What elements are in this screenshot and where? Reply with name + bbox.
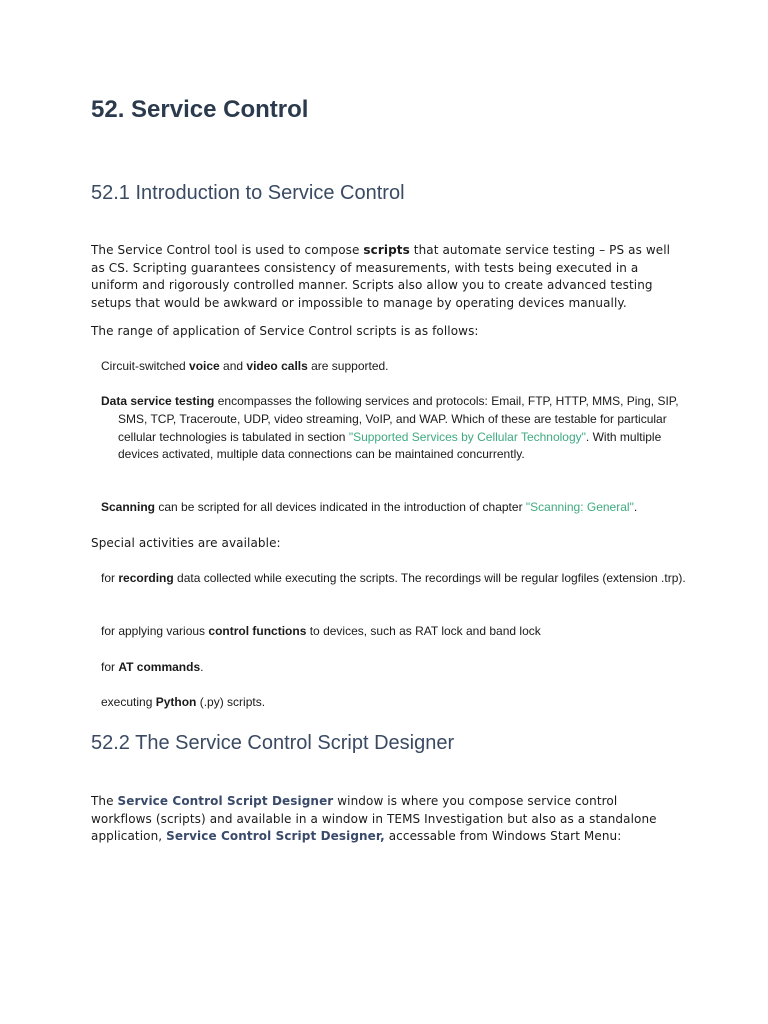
item-text: (.py) scripts. — [196, 695, 266, 709]
list-item-at-commands — [101, 659, 688, 677]
designer-text-3: accessable from Windows Start Menu: — [384, 829, 622, 843]
item-bold: Scanning — [101, 500, 156, 514]
item-text: executing — [101, 695, 156, 709]
special-intro-paragraph: Special activities are available: — [91, 536, 281, 550]
item-text: . — [633, 500, 638, 514]
link-scanning-general[interactable]: "Scanning: General" — [525, 500, 634, 514]
item-bold: control functions — [208, 624, 307, 638]
list-item-python — [101, 694, 688, 712]
item-bold: recording — [118, 571, 174, 585]
ui-term-script-designer: Service Control Script Designer — [117, 794, 334, 808]
item-bold: Data service testing — [101, 394, 215, 408]
intro-paragraph — [91, 242, 676, 312]
intro-text-2: that automate service testing – PS as well as CS. Scripting guarantees consistency of measurements, with tests being executed in a uniform and rigorously controlled manner. Scripts also allow you to create advanced testing setups that would be awkward or impossible to manage by operating devices manually. — [91, 243, 671, 310]
intro-bold-scripts: scripts — [363, 243, 410, 257]
item-text: for — [101, 660, 119, 674]
link-supported-services[interactable]: "Supported Services by Cellular Technology" — [348, 429, 586, 444]
item-text: can be scripted for all devices indicated in the introduction of chapter — [155, 500, 526, 514]
section-heading-script-designer: 52.2 The Service Control Script Designer — [91, 732, 455, 754]
item-bold: voice — [189, 359, 220, 373]
ui-term-script-designer-app: Service Control Script Designer, — [166, 829, 385, 843]
item-text: . With multiple devices activated, multiple data connections can be maintained concurrently. — [118, 429, 662, 462]
intro-text-1: The Service Control tool is used to compose — [91, 243, 364, 257]
item-bold: AT commands — [118, 660, 201, 674]
designer-text-1: The — [91, 794, 118, 808]
item-text: data collected while executing the scripts. The recordings will be regular logfiles (extension .trp). — [173, 571, 686, 585]
list-item-scanning — [101, 499, 688, 517]
item-text: and — [219, 359, 247, 373]
list-item-data-service — [101, 393, 688, 464]
range-intro-paragraph: The range of application of Service Control scripts is as follows: — [91, 324, 479, 338]
designer-text-2: window is where you compose service control workflows (scripts) and available in a window in TEMS Investigation but also as a standalone application, — [91, 794, 657, 843]
list-item-control-functions — [101, 623, 688, 641]
chapter-title: 52. Service Control — [91, 96, 309, 123]
item-text: to devices, such as RAT lock and band lock — [306, 624, 541, 638]
item-text: Circuit-switched — [101, 359, 190, 373]
item-text: for applying various — [101, 624, 209, 638]
item-bold: Python — [155, 695, 197, 709]
item-text: encompasses the following services and protocols: Email, FTP, HTTP, MMS, Ping, SIP, SMS, TCP, Traceroute, UDP, video streaming, VoIP, and WAP. Which of these are testable for particular cellular technologies is tabulated in section — [118, 394, 679, 444]
section-heading-intro: 52.1 Introduction to Service Control — [91, 182, 405, 204]
list-item-recording — [101, 570, 688, 588]
list-item-voice — [101, 358, 688, 376]
item-text: . — [200, 660, 204, 674]
item-bold: video calls — [246, 359, 308, 373]
script-designer-paragraph — [91, 793, 676, 846]
item-text: for — [101, 571, 119, 585]
item-text: are supported. — [307, 359, 389, 373]
